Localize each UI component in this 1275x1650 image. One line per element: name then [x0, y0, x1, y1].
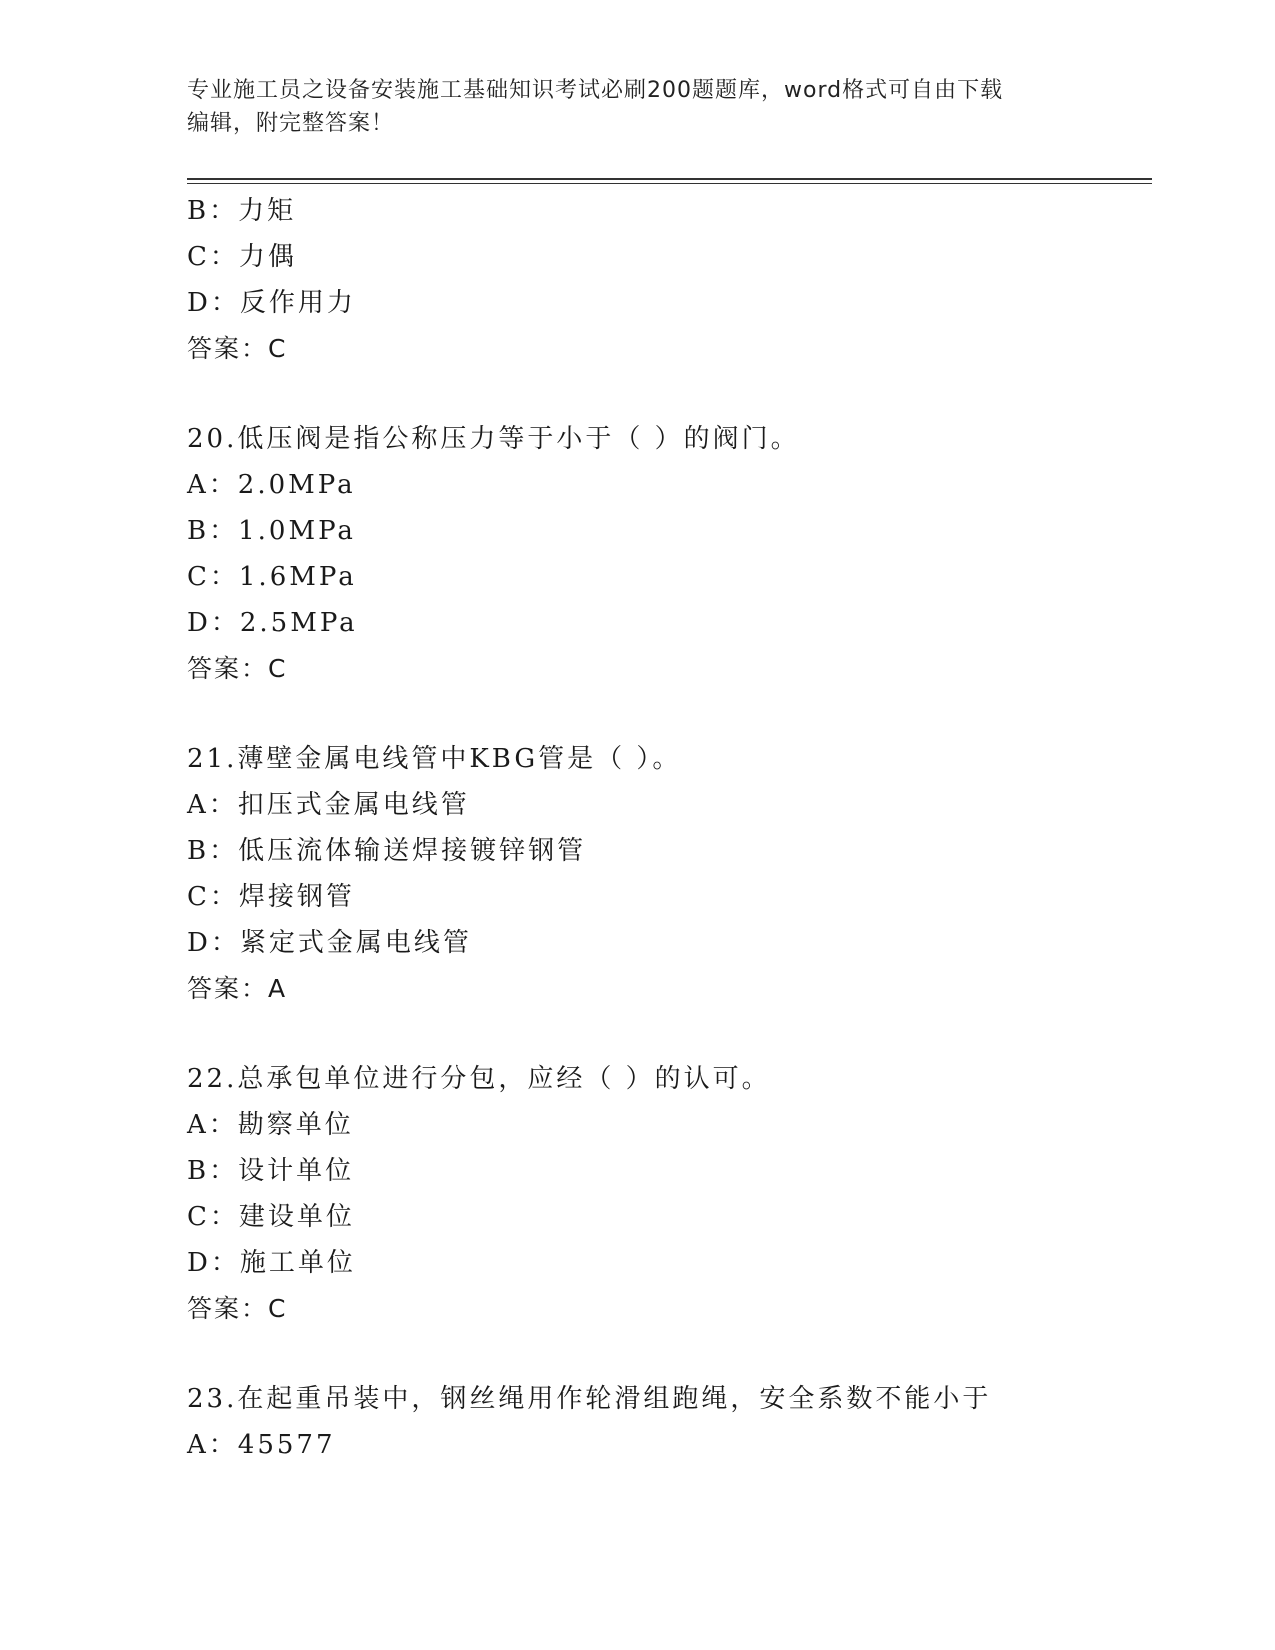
question-list	[187, 188, 1152, 1468]
document-header	[187, 74, 1067, 140]
header-divider-thick	[187, 178, 1152, 180]
header-title-line-1: 专业施工员之设备安装施工基础知识考试必刷200题题库，word格式可自由下载	[187, 78, 1004, 103]
option-c: C：焊接钢管	[187, 882, 355, 912]
option-d: D：2.5MPa	[187, 608, 358, 638]
option-d: D：紧定式金属电线管	[187, 928, 472, 958]
question-stem: 20.低压阀是指公称压力等于小于（ ）的阀门。	[187, 424, 800, 454]
answer-line: 答案：C	[187, 654, 288, 683]
option-a: A：扣压式金属电线管	[187, 790, 470, 820]
question-22	[187, 1056, 1152, 1332]
question-19-continuation	[187, 188, 1152, 372]
option-b: B：设计单位	[187, 1156, 355, 1186]
option-a: A：勘察单位	[187, 1110, 354, 1140]
question-stem: 23.在起重吊装中，钢丝绳用作轮滑组跑绳，安全系数不能小于	[187, 1384, 992, 1414]
header-divider-thin	[187, 183, 1152, 184]
question-stem: 22.总承包单位进行分包，应经（ ）的认可。	[187, 1064, 771, 1094]
option-b: B：低压流体输送焊接镀锌钢管	[187, 836, 587, 866]
option-c: C：建设单位	[187, 1202, 355, 1232]
option-d: D：施工单位	[187, 1248, 356, 1278]
option-a: A：45577	[187, 1430, 336, 1460]
option-c: C：力偶	[187, 242, 297, 272]
option-a: A：2.0MPa	[187, 470, 356, 500]
answer-line: 答案：C	[187, 334, 288, 363]
question-23	[187, 1376, 1152, 1468]
question-21	[187, 736, 1152, 1012]
option-d: D：反作用力	[187, 288, 356, 318]
question-stem: 21.薄壁金属电线管中KBG管是（ ）。	[187, 744, 682, 774]
option-b: B：力矩	[187, 196, 297, 226]
answer-line: 答案：A	[187, 974, 288, 1003]
question-20	[187, 416, 1152, 692]
option-c: C：1.6MPa	[187, 562, 357, 592]
answer-line: 答案：C	[187, 1294, 288, 1323]
option-b: B：1.0MPa	[187, 516, 356, 546]
header-title-line-2: 编辑，附完整答案！	[187, 111, 395, 136]
